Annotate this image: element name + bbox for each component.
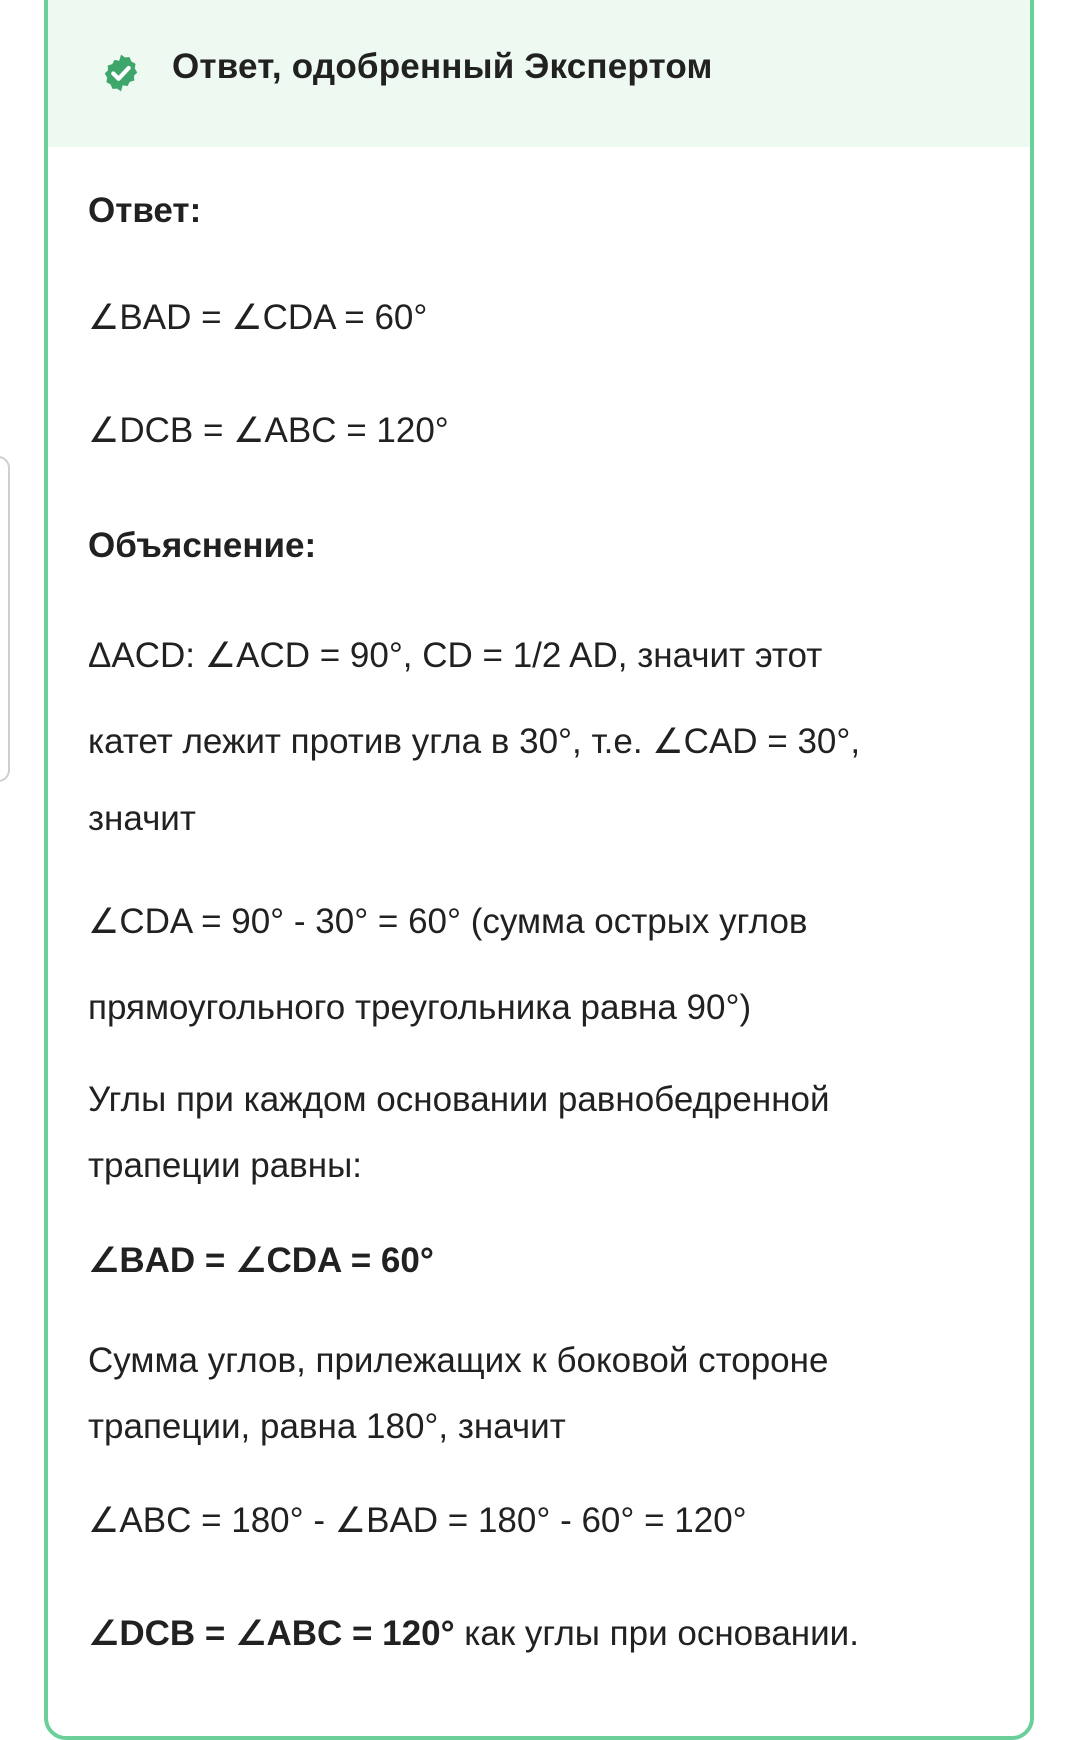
explanation-p3-line1: Углы при каждом основании равнобедренной [88, 1080, 830, 1119]
answer-line-1: ∠BAD = ∠CDA = 60° [88, 298, 428, 337]
explanation-p7-rest: как углы при основании. [454, 1614, 859, 1653]
header-title: Ответ, одобренный Экспертом [172, 47, 713, 86]
explanation-p7 [88, 1614, 859, 1654]
explanation-p1-line2: катет лежит против угла в 30°, т.е. ∠CAD = 30°, [88, 722, 861, 761]
explanation-p4: ∠BAD = ∠CDA = 60° [88, 1241, 434, 1280]
explanation-p7-bold: ∠DCB = ∠ABC = 120° [88, 1614, 455, 1653]
side-scroll-handle[interactable] [0, 456, 10, 782]
explanation-p1-line3: значит [88, 799, 196, 838]
explanation-p1-line1: ΔACD: ∠ACD = 90°, CD = 1/2 AD, значит этот [88, 636, 823, 675]
explanation-p5-line1: Сумма углов, прилежащих к боковой стороне [88, 1341, 829, 1380]
answer-line-2: ∠DCB = ∠ABC = 120° [88, 411, 449, 450]
explanation-p2-line2: прямоугольного треугольника равна 90°) [88, 988, 752, 1027]
verified-badge-icon [100, 52, 142, 94]
explanation-p2-line1: ∠CDA = 90° - 30° = 60° (сумма острых углов [88, 902, 808, 941]
explanation-p3-line2: трапеции равны: [88, 1146, 362, 1185]
explanation-p6: ∠ABC = 180° - ∠BAD = 180° - 60° = 120° [88, 1501, 747, 1540]
answer-heading: Ответ: [88, 191, 202, 230]
expert-answer-card [44, 0, 1034, 1740]
explanation-heading: Объяснение: [88, 526, 317, 565]
card-header [48, 0, 1030, 147]
explanation-p5-line2: трапеции, равна 180°, значит [88, 1407, 566, 1446]
